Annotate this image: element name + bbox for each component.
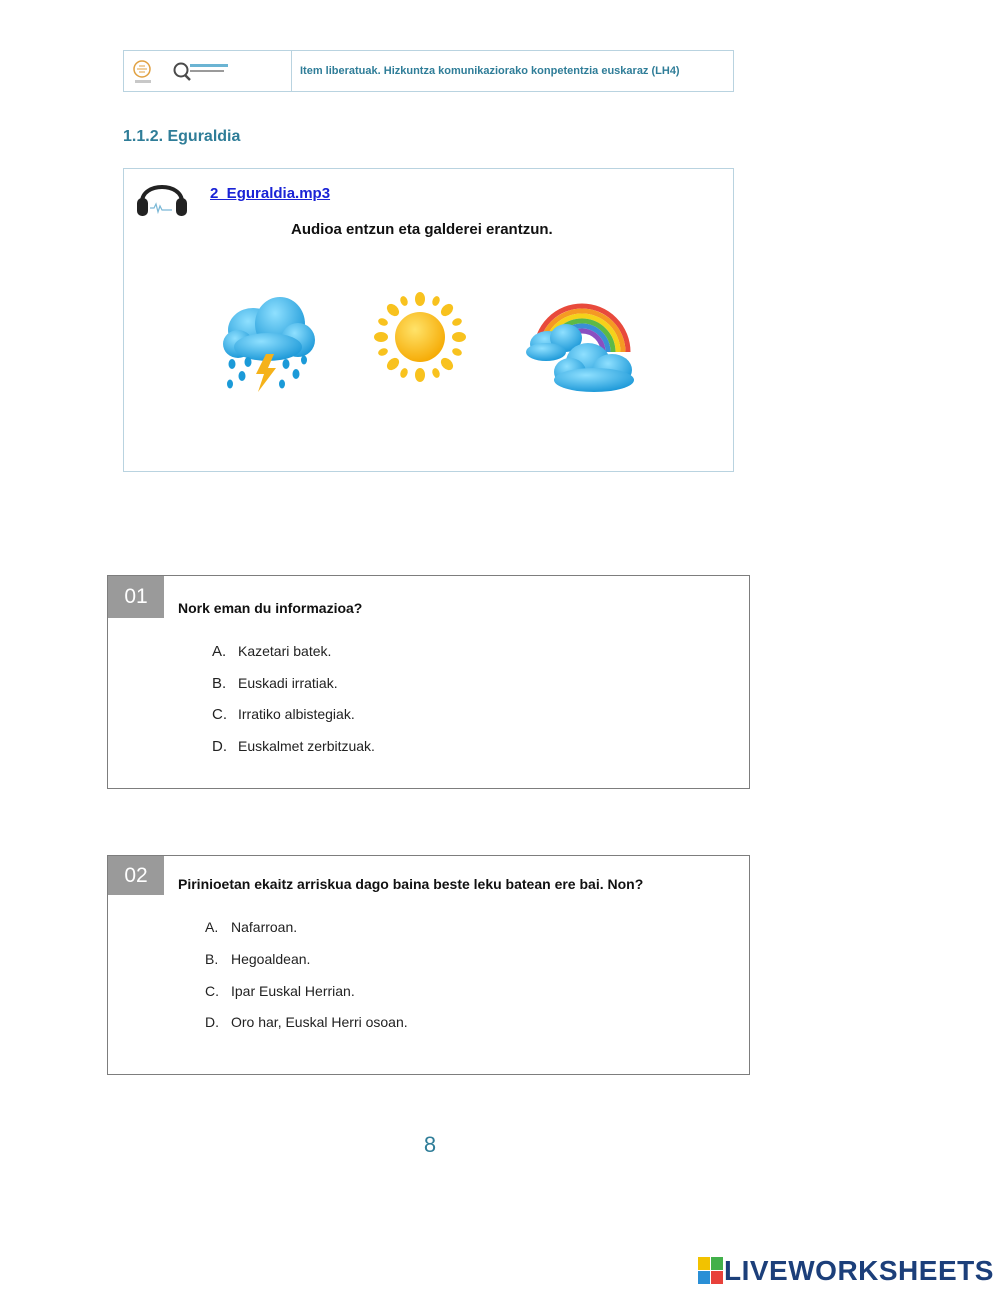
question-text: Nork eman du informazioa? <box>178 600 363 616</box>
header-title: Item liberatuak. Hizkuntza komunikaziorako konpetentzia euskaraz (LH4) <box>300 65 680 77</box>
option-text: Irratiko albistegiak. <box>238 706 355 722</box>
headphones-icon[interactable] <box>135 172 189 222</box>
answer-option-b[interactable] <box>205 951 310 967</box>
audio-file-link[interactable]: 2_Eguraldia.mp3 <box>210 185 331 202</box>
rainbow-cloud-icon <box>524 292 642 398</box>
audio-instruction: Audioa entzun eta galderei erantzun. <box>291 221 553 238</box>
option-letter: B. <box>212 675 227 692</box>
answer-option-d[interactable] <box>205 1014 408 1030</box>
brand-name: LIVEWORKSHEETS <box>724 1255 994 1286</box>
option-text: Euskadi irratiak. <box>238 675 338 691</box>
sun-icon <box>374 292 466 382</box>
option-text: Nafarroan. <box>231 919 298 935</box>
question-number: 01 <box>108 576 164 618</box>
option-letter: D. <box>205 1014 219 1030</box>
option-text: Euskalmet zerbitzuak. <box>238 738 375 754</box>
option-letter: A. <box>205 919 219 935</box>
option-letter: D. <box>212 738 227 755</box>
option-letter: C. <box>205 983 219 999</box>
option-letter: B. <box>205 951 219 967</box>
option-text: Oro har, Euskal Herri osoan. <box>231 1014 408 1030</box>
question-card-02 <box>107 855 750 1075</box>
section-heading: 1.1.2. Eguraldia <box>123 128 241 145</box>
option-letter: A. <box>212 643 227 660</box>
question-card-01 <box>107 575 750 789</box>
option-text: Ipar Euskal Herrian. <box>231 983 355 999</box>
option-text: Kazetari batek. <box>238 643 332 659</box>
institution-logo-icon <box>124 51 292 91</box>
answer-option-c[interactable] <box>212 706 355 723</box>
liveworksheets-brand <box>698 1255 994 1287</box>
document-header <box>123 50 734 92</box>
answer-option-d[interactable] <box>212 738 375 755</box>
option-text: Hegoaldean. <box>231 951 311 967</box>
question-text: Pirinioetan ekaitz arriskua dago baina beste leku batean ere bai. Non? <box>178 876 644 892</box>
answer-option-a[interactable] <box>212 643 331 660</box>
storm-cloud-icon <box>218 292 318 397</box>
answer-option-a[interactable] <box>205 919 297 935</box>
question-number: 02 <box>108 856 164 895</box>
header-logos <box>124 51 292 91</box>
liveworksheets-logo-icon <box>698 1257 724 1285</box>
option-letter: C. <box>212 706 227 723</box>
answer-option-c[interactable] <box>205 983 355 999</box>
page-number: 8 <box>423 1132 437 1157</box>
answer-option-b[interactable] <box>212 675 338 692</box>
